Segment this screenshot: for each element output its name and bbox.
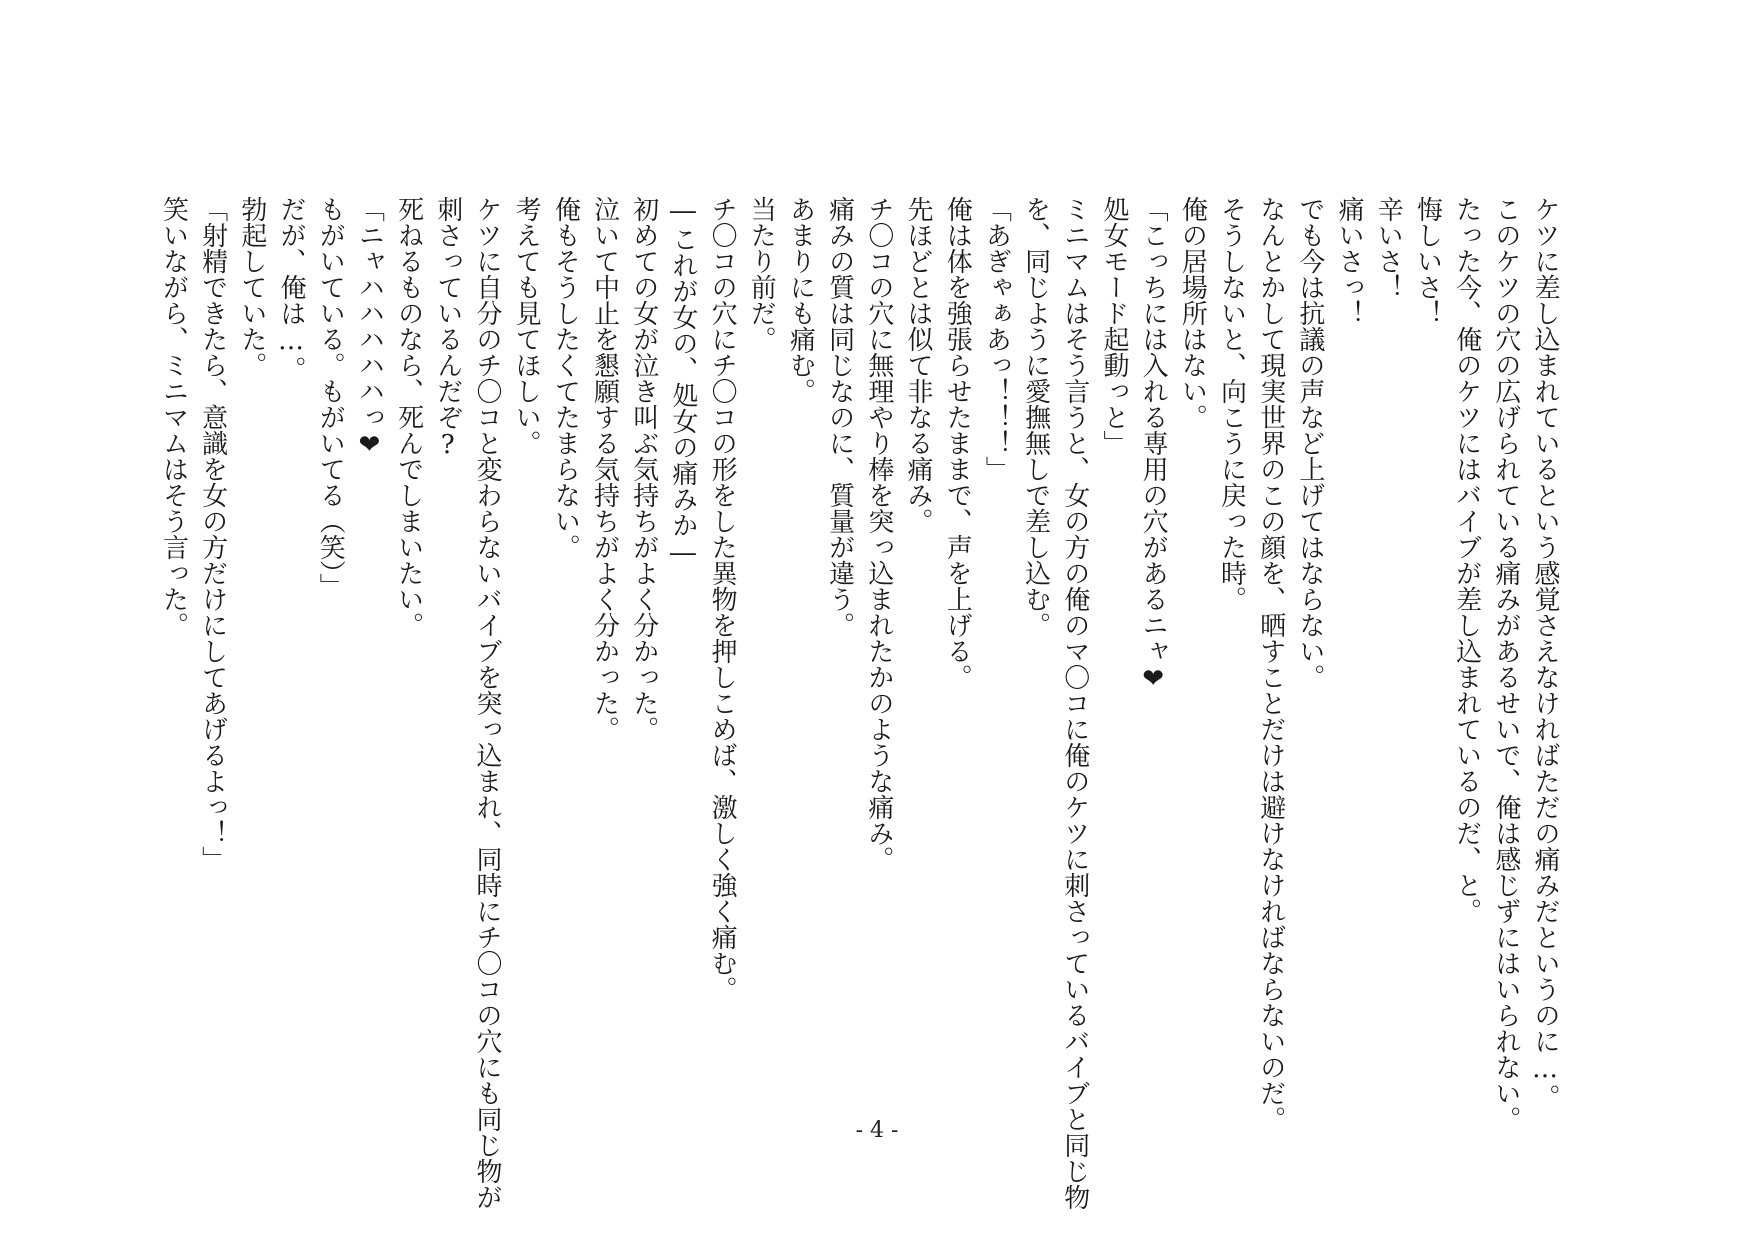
vertical-text-body [153, 196, 1564, 1210]
text-line: 先ほどとは似て非なる痛み。 [903, 196, 933, 534]
page-number: - 4 - [855, 1118, 899, 1143]
text-line: 辛いさ！ [1373, 196, 1404, 300]
text-line: ミニマムはそう言うと、女の方の俺のマ〇コに俺のケツに刺さっているバイブと同じ物 [1059, 196, 1090, 1210]
text-line: ―これが女の、処女の痛みか― [667, 196, 698, 568]
text-line: 痛いさっ！ [1334, 196, 1365, 326]
text-line: ケツに差し込まれているという感覚さえなければただの痛みだというのに…。 [1530, 196, 1560, 1110]
text-line: チ〇コの穴にチ〇コの形をした異物を押しこめば、激しく強く痛む。 [707, 196, 738, 1002]
text-line: 泣いて中止を懇願する気持ちがよく分かった。 [589, 196, 620, 742]
text-line: あまりにも痛む。 [785, 196, 816, 404]
text-line: もがいている。もがいてる（笑）」 [315, 196, 346, 599]
text-line: 笑いながら、ミニマムはそう言った。 [158, 196, 189, 638]
text-line: 俺もそうしたくてたまらない。 [550, 196, 581, 560]
text-line: でも今は抗議の声など上げてはならない。 [1294, 196, 1325, 690]
text-line: 「射精できたら、意識を女の方だけにしてあげるよっ！」 [197, 196, 228, 872]
text-line: 痛みの質は同じなのに、質量が違う。 [824, 196, 855, 638]
text-line: たった今、俺のケツにはバイブが差し込まれているのだ、と。 [1451, 196, 1482, 924]
text-line: 当たり前だ。 [746, 196, 777, 352]
text-line: 「あぎゃぁあっ！！！」 [981, 196, 1012, 482]
text-line: 悔しいさ！ [1412, 196, 1443, 326]
text-line: 初めての女が泣き叫ぶ気持ちがよく分かった。 [628, 196, 659, 742]
text-line: 俺は体を強張らせたままで、声を上げる。 [942, 196, 973, 690]
text-line: 刺さっているんだぞ? [432, 196, 463, 460]
text-line: 考えても見てほしい。 [511, 196, 542, 456]
text-line: このケツの穴の広げられている痛みがあるせいで、俺は感じずにはいられない。 [1490, 196, 1521, 1132]
text-line: 俺の居場所はない。 [1177, 196, 1208, 430]
text-line: ケツに自分のチ〇コと変わらないバイブを突っ込まれ、同時にチ〇コの穴にも同じ物が [471, 196, 502, 1210]
text-line: そうしないと、向こうに戻った時。 [1216, 196, 1247, 612]
text-line: チ〇コの穴に無理やり棒を突っ込まれたかのような痛み。 [863, 196, 894, 872]
text-line: 勃起していた。 [236, 196, 267, 378]
text-line: だが、俺は…。 [276, 196, 306, 382]
text-line: 「こっちには入れる専用の穴があるニャ❤ [1138, 196, 1169, 694]
text-line: 「ニャハハハハハっ❤ [354, 196, 385, 460]
text-line: 処女モード起動っと」 [1098, 196, 1129, 456]
text-line: を、同じように愛撫無しで差し込む。 [1020, 196, 1051, 638]
text-line: なんとかして現実世界のこの顔を、晒すことだけは避けなければならないのだ。 [1255, 196, 1286, 1132]
text-line: 死ねるものなら、死んでしまいたい。 [393, 196, 424, 638]
